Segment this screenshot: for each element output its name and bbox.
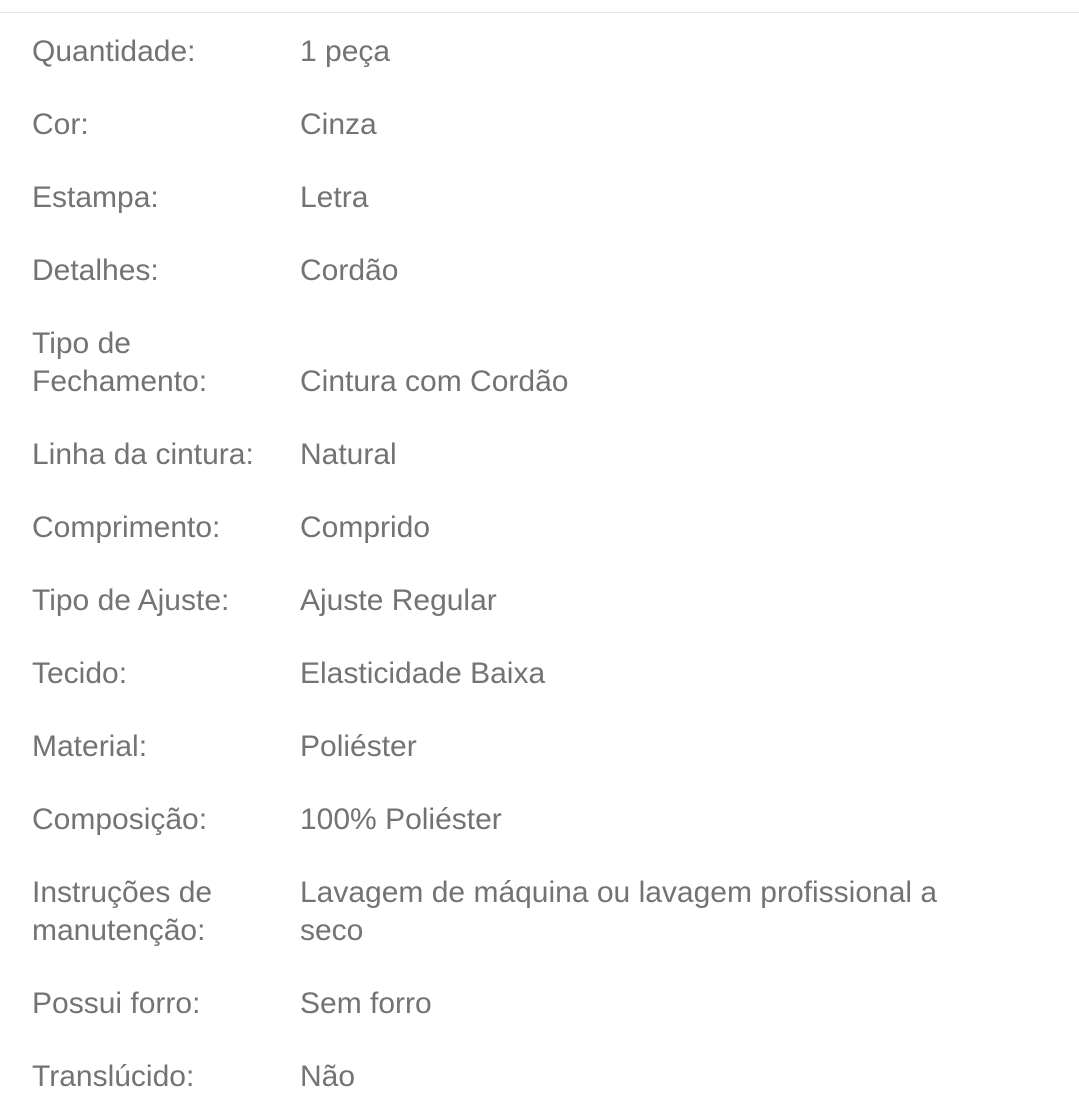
spec-label: Linha da cintura: <box>32 438 254 471</box>
spec-label: Tipo de Fechamento: <box>32 327 208 398</box>
spec-value: Cordão <box>300 254 399 287</box>
spec-value: Poliéster <box>300 730 417 763</box>
spec-label: Tecido: <box>32 657 128 690</box>
spec-value: Comprido <box>300 511 431 544</box>
spec-value: 1 peça <box>300 35 391 68</box>
spec-value: Letra <box>300 181 369 214</box>
spec-value: Não <box>300 1060 356 1093</box>
spec-value: Cinza <box>300 108 377 141</box>
spec-label: Quantidade: <box>32 35 196 68</box>
spec-label: Estampa: <box>32 181 159 214</box>
spec-label: Cor: <box>32 108 89 141</box>
spec-value: Cintura com Cordão <box>300 365 569 398</box>
spec-value: Sem forro <box>300 987 432 1020</box>
spec-label: Tipo de Ajuste: <box>32 584 230 617</box>
spec-label: Material: <box>32 730 148 763</box>
spec-label: Translúcido: <box>32 1060 195 1093</box>
top-divider <box>0 12 1079 13</box>
spec-value: Lavagem de máquina ou lavagem profissional a seco <box>300 876 938 947</box>
spec-value: Elasticidade Baixa <box>300 657 546 690</box>
spec-value: Ajuste Regular <box>300 584 497 617</box>
spec-label: Comprimento: <box>32 511 221 544</box>
spec-label: Instruções de manutenção: <box>32 876 213 947</box>
spec-value: 100% Poliéster <box>300 803 502 836</box>
spec-value: Natural <box>300 438 397 471</box>
spec-label: Detalhes: <box>32 254 159 287</box>
spec-label: Composição: <box>32 803 208 836</box>
spec-label: Possui forro: <box>32 987 201 1020</box>
